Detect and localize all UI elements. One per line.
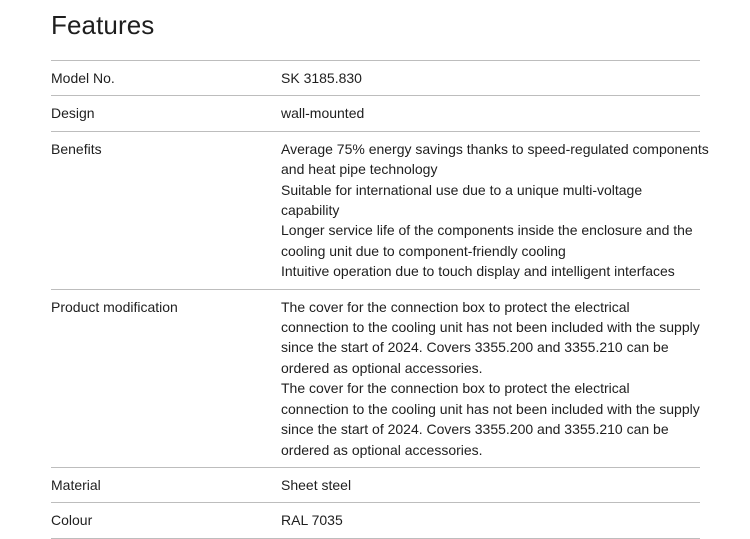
row-label: Model No. [51,70,115,86]
value-line: since the start of 2024. Covers 3355.200 and 3355.210 can be [281,339,669,356]
value-line: ordered as optional accessories. [281,359,483,376]
value-line: Sheet steel [281,476,352,493]
value-line: RAL 7035 [281,512,343,529]
value-line: The cover for the connection box to protect the electrical [281,380,630,397]
table-row-benefits [51,132,709,290]
value-line: Longer service life of the components inside the enclosure and the [281,222,693,239]
value-line: connection to the cooling unit has not been included with the supply [281,319,700,336]
value-line: connection to the cooling unit has not been included with the supply [281,400,700,417]
table-row-material [51,468,700,503]
table-row-design [51,96,700,131]
row-value [281,103,700,123]
features-table [51,60,709,539]
value-line: capability [281,202,340,219]
row-label: Colour [51,512,93,529]
row-label: Material [51,476,101,493]
value-line: SK 3185.830 [281,70,362,86]
row-value [281,510,700,530]
value-line: wall-mounted [281,105,365,122]
value-line: since the start of 2024. Covers 3355.200 and 3355.210 can be [281,421,669,438]
row-value [281,139,709,282]
row-label: Product modification [51,298,178,315]
row-value [281,475,700,495]
row-label: Design [51,105,95,122]
value-line: Intuitive operation due to touch display and intelligent interfaces [281,263,675,280]
row-value [281,68,700,88]
table-row-product-modification [51,290,700,468]
page-title: Features [51,10,155,40]
value-line: and heat pipe technology [281,161,438,178]
value-line: cooling unit due to component-friendly cooling [281,242,566,259]
row-value [281,297,700,460]
value-line: Suitable for international use due to a unique multi-voltage [281,181,643,198]
table-row-colour [51,503,700,538]
row-label: Benefits [51,140,102,157]
value-line: ordered as optional accessories. [281,441,483,458]
table-row-model-no [51,61,700,96]
value-line: Average 75% energy savings thanks to speed-regulated components [281,140,709,157]
value-line: The cover for the connection box to protect the electrical [281,298,630,315]
